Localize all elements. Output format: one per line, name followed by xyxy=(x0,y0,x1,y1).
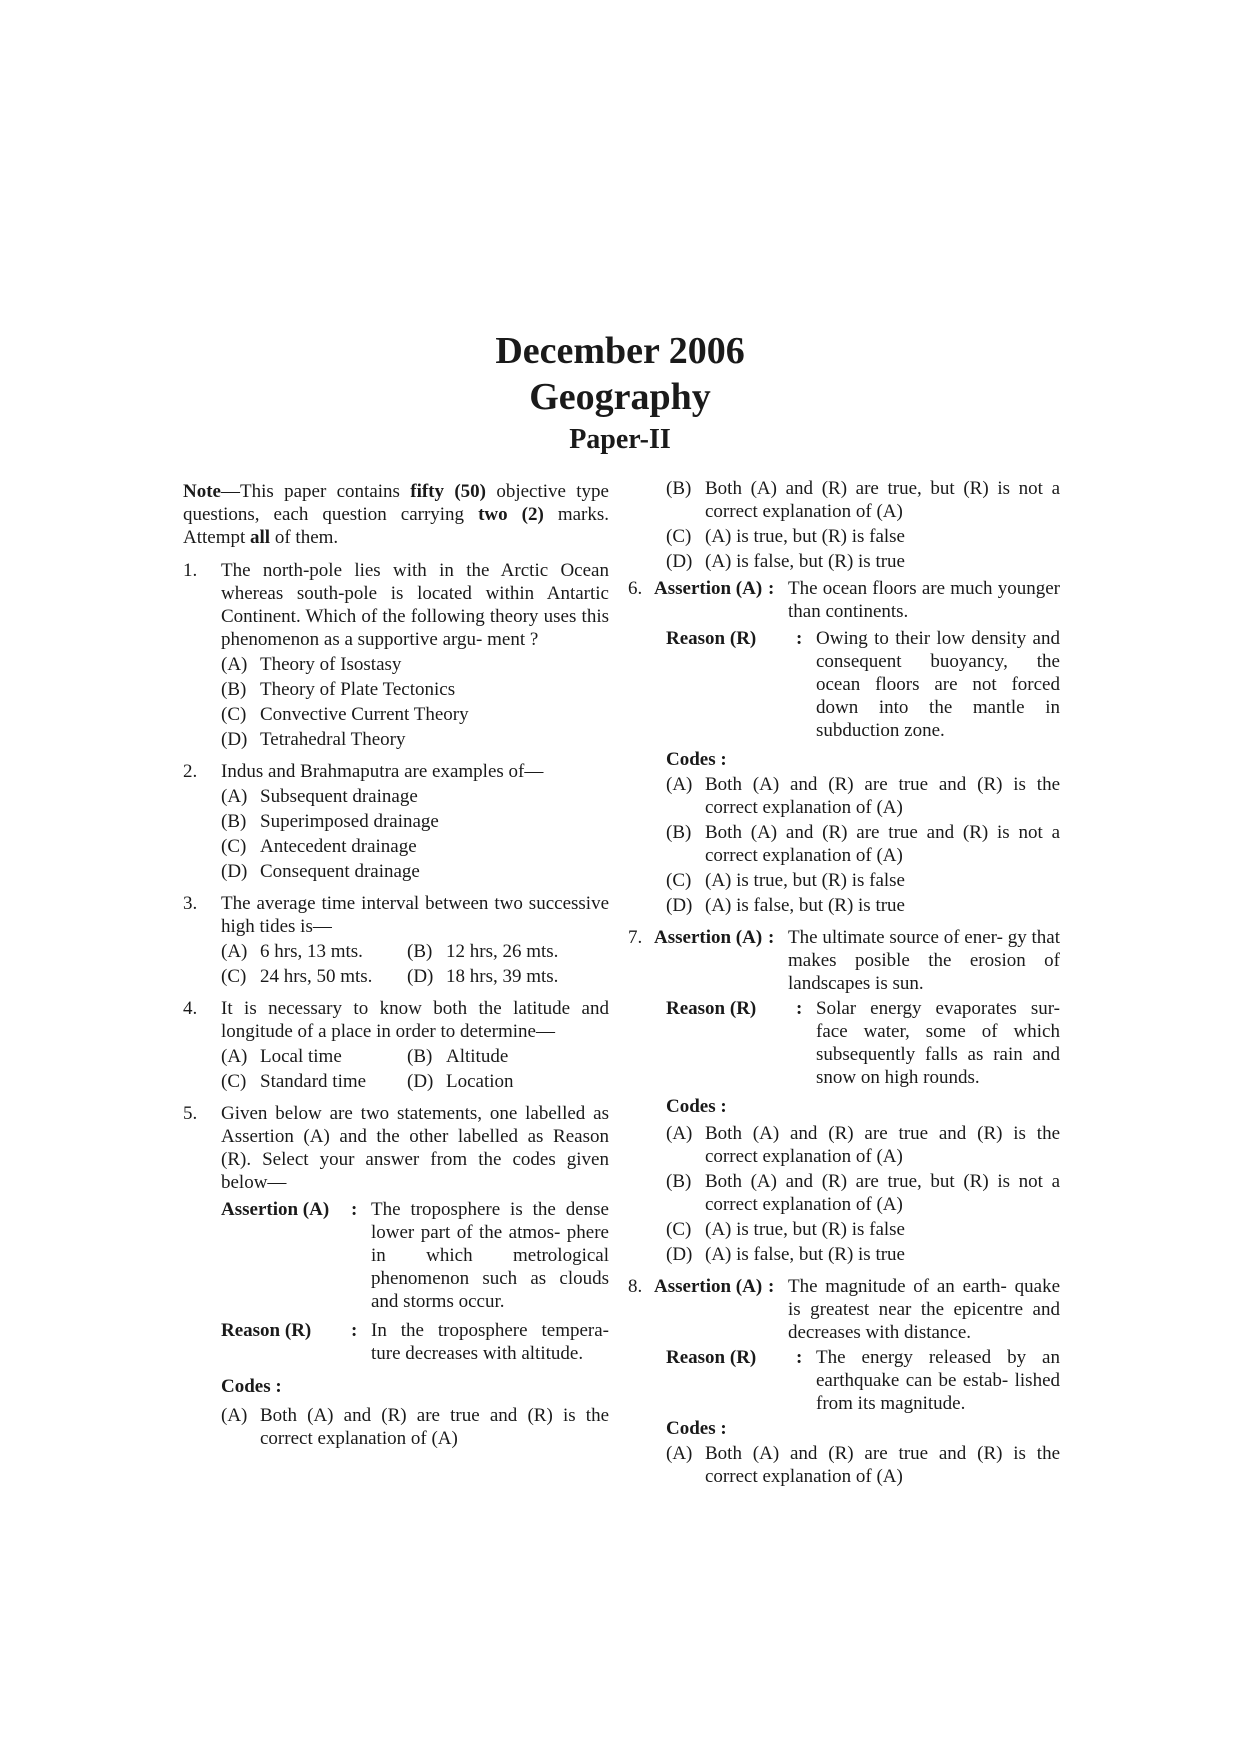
question-3 xyxy=(183,892,609,988)
question-number: 7. xyxy=(628,927,643,948)
assertion-row xyxy=(628,1275,1060,1344)
left-column xyxy=(183,480,609,1459)
assertion-row xyxy=(221,1198,609,1313)
option-label: (D) xyxy=(666,1244,693,1265)
option-text: Altitude xyxy=(446,1046,509,1067)
reason-text: The energy released by an earthquake can be estab- lished from its magnitude. xyxy=(816,1347,1060,1414)
assertion-text: The ocean floors are much younger than continents. xyxy=(788,578,1060,622)
option-label: (D) xyxy=(221,729,248,750)
reason-text: In the troposphere tempera- ture decreases with altitude. xyxy=(371,1320,609,1364)
option-text: Antecedent drainage xyxy=(260,836,417,857)
colon-separator: : xyxy=(796,998,803,1019)
option-label: (A) xyxy=(666,1123,693,1144)
option-text: Local time xyxy=(260,1046,342,1067)
reason-row xyxy=(221,1319,609,1365)
option-label: (A) xyxy=(221,1046,248,1067)
assertion-text: The ultimate source of ener- gy that makes posible the erosion of landscapes is sun. xyxy=(788,927,1060,994)
option-label: (A) xyxy=(221,941,248,962)
question-8 xyxy=(628,1275,1060,1488)
note-text-3: marks. Attempt xyxy=(183,504,609,548)
option-text: Standard time xyxy=(260,1071,367,1092)
question-1 xyxy=(183,559,609,751)
reason-row xyxy=(666,997,1060,1089)
colon-separator: : xyxy=(768,927,775,948)
question-number: 5. xyxy=(183,1103,198,1124)
question-7 xyxy=(628,926,1060,1266)
codes-label: Codes : xyxy=(666,749,727,770)
assertion-text: The magnitude of an earth- quake is greatest near the epicentre and decreases with distance. xyxy=(788,1276,1060,1343)
option-label: (C) xyxy=(221,836,247,857)
option-b[interactable] xyxy=(407,940,609,963)
option-b[interactable] xyxy=(666,821,1060,867)
option-d[interactable] xyxy=(666,1243,1060,1266)
option-d[interactable] xyxy=(407,1070,609,1093)
option-c[interactable] xyxy=(221,835,609,858)
question-text: Indus and Brahmaputra are examples of— xyxy=(221,761,544,782)
right-column xyxy=(628,475,1060,1497)
option-b[interactable] xyxy=(407,1045,609,1068)
option-c[interactable] xyxy=(221,703,609,726)
option-c[interactable] xyxy=(666,525,1060,548)
option-text: Location xyxy=(446,1071,514,1092)
option-label: (B) xyxy=(666,1171,692,1192)
option-text: 6 hrs, 13 mts. xyxy=(260,941,363,962)
question-number: 6. xyxy=(628,578,643,599)
option-label: (C) xyxy=(666,870,692,891)
colon-separator: : xyxy=(768,578,775,599)
reason-row xyxy=(666,627,1060,742)
option-a[interactable] xyxy=(221,785,609,808)
option-label: (C) xyxy=(221,966,247,987)
assertion-text: The troposphere is the dense lower part of the atmos- phere in which metrological phenomenon such as clouds and storms occur. xyxy=(371,1199,609,1312)
reason-label: Reason (R) xyxy=(666,998,757,1019)
question-5-continued xyxy=(628,477,1060,573)
codes-label: Codes : xyxy=(666,1418,727,1439)
question-text: The average time interval between two successive high tides is— xyxy=(221,893,609,937)
option-text: (A) is true, but (R) is false xyxy=(705,1219,905,1240)
assertion-row xyxy=(628,926,1060,995)
option-text: Both (A) and (R) are true and (R) is the correct explanation of (A) xyxy=(705,1443,1060,1487)
assertion-label: Assertion (A) xyxy=(221,1199,330,1220)
colon-separator: : xyxy=(796,1347,803,1368)
option-label: (B) xyxy=(666,822,692,843)
note-text-4: of them. xyxy=(270,527,339,548)
option-label: (B) xyxy=(221,679,247,700)
option-text: (A) is false, but (R) is true xyxy=(705,1244,905,1265)
option-text: Convective Current Theory xyxy=(260,704,469,725)
option-a[interactable] xyxy=(221,940,407,963)
option-label: (C) xyxy=(221,1071,247,1092)
note-text-1: This paper contains xyxy=(239,481,411,502)
option-label: (D) xyxy=(666,551,693,572)
option-c[interactable] xyxy=(221,965,407,988)
reason-label: Reason (R) xyxy=(666,628,757,649)
note-text-2: objective type questions, each question carrying xyxy=(183,481,609,525)
question-2 xyxy=(183,760,609,883)
assertion-heading xyxy=(628,1275,768,1344)
option-d[interactable] xyxy=(407,965,609,988)
reason-row xyxy=(666,1346,1060,1415)
option-label: (A) xyxy=(221,654,248,675)
option-text: Both (A) and (R) are true and (R) is the correct explanation of (A) xyxy=(705,1123,1060,1167)
option-label: (D) xyxy=(407,1071,434,1092)
note-bold-3: all xyxy=(250,527,271,548)
option-text: Both (A) and (R) are true and (R) is not a correct explanation of (A) xyxy=(705,822,1060,866)
option-label: (C) xyxy=(666,1219,692,1240)
option-text: 12 hrs, 26 mts. xyxy=(446,941,559,962)
option-label: (C) xyxy=(221,704,247,725)
option-label: (B) xyxy=(221,811,247,832)
option-text: Both (A) and (R) are true and (R) is the correct explanation of (A) xyxy=(260,1405,609,1449)
option-b[interactable] xyxy=(221,810,609,833)
option-text: Theory of Plate Tectonics xyxy=(260,679,456,700)
assertion-heading xyxy=(628,577,768,623)
colon-separator: : xyxy=(351,1199,358,1220)
reason-label: Reason (R) xyxy=(221,1320,312,1341)
option-text: (A) is true, but (R) is false xyxy=(705,870,905,891)
option-label: (A) xyxy=(221,1405,248,1426)
question-5 xyxy=(183,1102,609,1450)
option-text: Both (A) and (R) are true, but (R) is not a correct explanation of (A) xyxy=(705,1171,1060,1215)
paper-heading: Paper-II xyxy=(569,424,671,455)
question-4 xyxy=(183,997,609,1093)
question-text: The north-pole lies with in the Arctic Ocean whereas south-pole is located within Antartic Continent. Which of the following theory uses this phenomenon as a supportive argu- ment ? xyxy=(221,560,609,650)
option-text: Tetrahedral Theory xyxy=(260,729,406,750)
option-a[interactable] xyxy=(221,1404,609,1450)
option-text: Superimposed drainage xyxy=(260,811,439,832)
assertion-label: Assertion (A) xyxy=(654,1276,763,1297)
option-label: (B) xyxy=(666,478,692,499)
assertion-label: Assertion (A) xyxy=(654,927,763,948)
question-6 xyxy=(628,577,1060,917)
option-label: (A) xyxy=(666,1443,693,1464)
option-label: (D) xyxy=(407,966,434,987)
option-a[interactable] xyxy=(666,1122,1060,1168)
option-label: (D) xyxy=(221,861,248,882)
option-text: Both (A) and (R) are true, but (R) is not a correct explanation of (A) xyxy=(705,478,1060,522)
question-text: It is necessary to know both the latitude and longitude of a place in order to determine— xyxy=(221,998,609,1042)
option-b[interactable] xyxy=(666,477,1060,523)
codes-label: Codes : xyxy=(221,1376,282,1397)
option-a[interactable] xyxy=(221,1045,407,1068)
option-d[interactable] xyxy=(666,894,1060,917)
codes-label: Codes : xyxy=(666,1096,727,1117)
option-text: Theory of Isostasy xyxy=(260,654,402,675)
option-c[interactable] xyxy=(666,1218,1060,1241)
page-title-block xyxy=(0,328,1240,460)
question-number: 4. xyxy=(183,998,198,1019)
option-a[interactable] xyxy=(666,1442,1060,1488)
option-label: (B) xyxy=(407,1046,433,1067)
assertion-row xyxy=(628,577,1060,623)
option-label: (A) xyxy=(666,774,693,795)
question-number: 2. xyxy=(183,761,198,782)
option-c[interactable] xyxy=(221,1070,407,1093)
option-d[interactable] xyxy=(666,550,1060,573)
assertion-label: Assertion (A) xyxy=(654,578,763,599)
note-bold-2: two (2) xyxy=(478,504,544,525)
option-label: (B) xyxy=(407,941,433,962)
colon-separator: : xyxy=(796,628,803,649)
option-a[interactable] xyxy=(221,653,609,676)
option-b[interactable] xyxy=(221,678,609,701)
note-label: Note xyxy=(183,481,221,502)
question-text: Given below are two statements, one labelled as Assertion (A) and the other labelled as Reason (R). Select your answer from the codes given below— xyxy=(221,1103,609,1193)
option-text: Both (A) and (R) are true and (R) is the correct explanation of (A) xyxy=(705,774,1060,818)
option-text: 18 hrs, 39 mts. xyxy=(446,966,559,987)
option-text: Consequent drainage xyxy=(260,861,420,882)
option-text: (A) is false, but (R) is true xyxy=(705,551,905,572)
option-text: 24 hrs, 50 mts. xyxy=(260,966,373,987)
question-number: 1. xyxy=(183,560,198,581)
subject-heading: Geography xyxy=(529,376,711,418)
option-text: Subsequent drainage xyxy=(260,786,418,807)
colon-separator: : xyxy=(768,1276,775,1297)
option-label: (A) xyxy=(221,786,248,807)
note-dash: — xyxy=(220,481,240,502)
exam-date-heading: December 2006 xyxy=(495,330,745,372)
reason-label: Reason (R) xyxy=(666,1347,757,1368)
question-number: 8. xyxy=(628,1276,643,1297)
assertion-heading xyxy=(628,926,768,995)
question-number: 3. xyxy=(183,893,198,914)
option-d[interactable] xyxy=(221,860,609,883)
option-label: (D) xyxy=(666,895,693,916)
note-bold-1: fifty (50) xyxy=(410,481,486,502)
instructions-note xyxy=(183,480,609,549)
option-label: (C) xyxy=(666,526,692,547)
option-text: (A) is true, but (R) is false xyxy=(705,526,905,547)
option-c[interactable] xyxy=(666,869,1060,892)
option-b[interactable] xyxy=(666,1170,1060,1216)
reason-text: Owing to their low density and consequent buoyancy, the ocean floors are not forced down into the mantle in subduction zone. xyxy=(816,628,1060,741)
option-a[interactable] xyxy=(666,773,1060,819)
option-text: (A) is false, but (R) is true xyxy=(705,895,905,916)
colon-separator: : xyxy=(351,1320,358,1341)
option-d[interactable] xyxy=(221,728,609,751)
reason-text: Solar energy evaporates sur- face water, some of which subsequently falls as rain and snow on high rounds. xyxy=(816,998,1060,1088)
